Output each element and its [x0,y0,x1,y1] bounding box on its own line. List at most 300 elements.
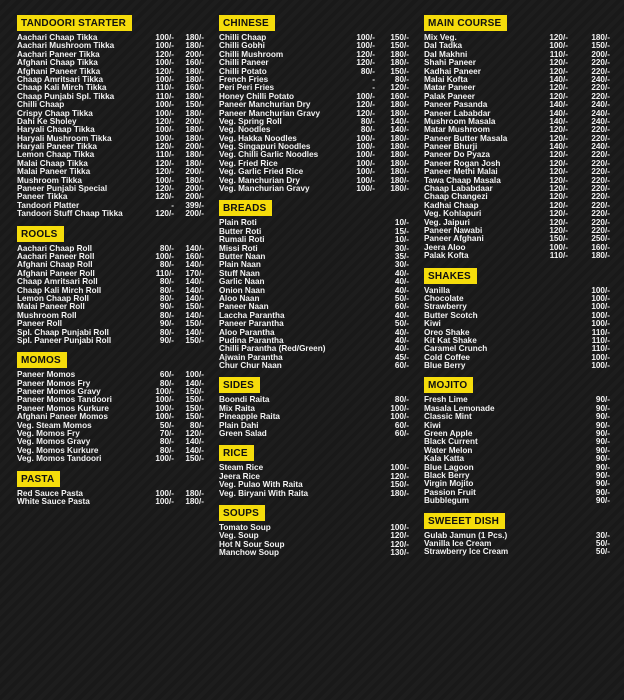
menu-item [219,135,409,143]
item-price-full: 90/- [595,395,610,405]
menu-item [424,151,610,159]
item-price-half: 100/- [155,496,174,506]
item-price-full: 180/- [390,167,409,177]
item-price-half: 80/- [360,125,375,135]
menu-item [424,422,610,430]
item-price-half: 100/- [549,41,568,51]
item-name: Spl. Chaap Punjabi Roll [17,328,109,337]
item-name: Paneer Momos Tandoori [17,396,112,405]
item-price-half [348,413,375,421]
item-price-full: 100/- [591,302,610,312]
item-name: Matar Mushroom [424,126,490,135]
item-price-full: 90/- [595,470,610,480]
menu-item [17,295,204,303]
item-price-full: 160/- [185,251,204,261]
item-price-full: 180/- [185,66,204,76]
item-price-half: 110/- [549,251,568,261]
item-name: Veg. Steam Momos [17,421,92,430]
menu-item [424,227,610,235]
item-price-half: 120/- [549,133,568,143]
section-heading: MOJITO [424,377,473,393]
menu-item [424,210,610,218]
item-price-half [348,270,375,278]
menu-section [17,13,204,219]
menu-item [219,422,409,430]
item-price-full: 200/- [591,49,610,59]
item-price-full: 180/- [185,125,204,135]
item-price-full: 110/- [591,344,610,354]
item-name: Paneer Pasanda [424,101,488,110]
item-price-full: 150/- [185,387,204,397]
item-price-half: 110/- [155,91,174,101]
menu-item [17,396,204,404]
item-price-half: 120/- [356,58,375,68]
menu-item [424,396,610,404]
item-name: Paneer Lababdar [424,109,491,118]
item-name: Paneer Bhurji [424,143,478,152]
item-price-half [544,287,568,295]
item-name: Crispy Chaap Tikka [17,109,93,118]
item-price-full: 60/- [394,420,409,430]
item-name: Aloo Parantha [219,328,275,337]
menu-item [219,168,409,176]
menu-item [219,261,409,269]
item-price-full: 60/- [394,361,409,371]
item-price-half [348,253,375,261]
item-name: Malai Paneer Roll [17,303,85,312]
item-name: Chilli Chaap [219,34,267,42]
menu-item [219,524,409,532]
item-price-full: 240/- [591,142,610,152]
menu-item [219,354,409,362]
item-name: Jeera Aloo [424,243,466,252]
item-name: Mix Veg. [424,34,457,42]
item-price-full: 40/- [394,310,409,320]
item-price-full: 220/- [591,133,610,143]
menu-item [219,59,409,67]
item-name: Veg. Chilli Garlic Noodles [219,151,319,160]
menu-item [424,244,610,252]
item-price-half: 100/- [356,150,375,160]
item-price-full: 140/- [185,378,204,388]
item-name: Red Sauce Pasta [17,489,83,498]
item-price-half [544,464,568,472]
item-price-full: 200/- [185,142,204,152]
item-name: Paneer Momos Gravy [17,388,101,397]
item-price-full: 120/- [390,471,409,481]
section-heading: TANDOORI STARTER [17,15,132,31]
item-price-full: 240/- [591,108,610,118]
menu-item [219,34,409,42]
item-price-full: 140/- [185,445,204,455]
menu-item [219,405,409,413]
menu-item [424,185,610,193]
item-name: Jeera Rice [219,472,260,481]
menu-item [17,438,204,446]
item-price-full: 40/- [394,268,409,278]
menu-item [219,303,409,311]
item-price-half [348,541,375,549]
item-price-full: 100/- [185,370,204,380]
item-price-full: 180/- [185,175,204,185]
item-price-half [348,228,375,236]
menu-item [219,430,409,438]
item-name: Fresh Lime [424,396,468,405]
item-name: Butter Roti [219,227,262,236]
item-price-full: 180/- [390,58,409,68]
item-name: Paneer Momos [17,371,76,380]
item-price-full: 180/- [185,91,204,101]
item-price-half: 120/- [549,192,568,202]
item-name: Chaap Changezi [424,193,488,202]
menu-item [17,151,204,159]
item-price-half [544,548,568,556]
item-name: Chilli Chaap [17,101,65,110]
item-price-full: 40/- [394,344,409,354]
item-name: Chilli Potato [219,67,267,76]
item-name: Veg. Manchurian Gravy [219,185,310,194]
menu-item [424,193,610,201]
menu-section [17,224,204,346]
item-price-half: 100/- [356,33,375,42]
menu-item [17,160,204,168]
item-price-full: 180/- [185,133,204,143]
item-price-half [348,278,375,286]
item-price-full: 220/- [591,91,610,101]
menu-item [424,447,610,455]
menu-item [424,540,610,548]
section-heading: RICE [219,445,254,461]
item-price-full: 240/- [591,100,610,110]
item-name: Veg. Jaipuri [424,218,470,227]
menu-item [219,245,409,253]
item-price-half [348,473,375,481]
item-price-half: 90/- [159,302,174,312]
item-price-full: 140/- [185,277,204,287]
item-name: Paneer Methi Malai [424,168,498,177]
item-name: Palak Paneer [424,92,475,101]
item-name: Chilli Paneer [219,59,269,68]
item-price-full: 140/- [185,327,204,337]
item-name: Paneer Do Pyaza [424,151,490,160]
item-name: Plain Roti [219,219,257,228]
item-price-half: 110/- [155,268,174,278]
item-price-half [348,320,375,328]
menu-item [219,413,409,421]
item-name: Paneer Parantha [219,320,284,329]
item-price-half [544,405,568,413]
item-name: Veg. Hakka Noodles [219,134,297,143]
item-price-half: 120/- [549,175,568,185]
menu-item [424,413,610,421]
item-name: Afghani Chaap Roll [17,261,93,270]
item-name: Manchow Soup [219,549,280,558]
menu-item [17,68,204,76]
item-name: Veg. Momos Tandoori [17,455,102,464]
item-name: Chilli Mushroom [219,50,284,59]
menu-column-1 [17,13,204,511]
item-price-half: 100/- [155,58,174,68]
item-price-full: 50/- [595,538,610,548]
menu-item [219,93,409,101]
item-name: Caramel Crunch [424,345,488,354]
item-price-full: 150/- [185,395,204,405]
item-price-full: 140/- [390,116,409,126]
item-name: Chaap Kali Mirch Roll [17,286,102,295]
item-price-full: 200/- [185,192,204,202]
item-name: Afghani Paneer Tikka [17,67,101,76]
item-price-full: 100/- [390,463,409,473]
item-price-half: 120/- [549,209,568,219]
menu-item [17,110,204,118]
menu-section [17,469,204,507]
item-price-half [544,497,568,505]
item-price-half: 100/- [155,33,174,42]
item-price-full: 150/- [390,41,409,51]
item-name: Blue Lagoon [424,463,474,472]
item-price-full: 180/- [185,74,204,84]
menu-item [219,110,409,118]
menu-item [17,270,204,278]
item-name: Pineapple Raita [219,413,280,422]
item-name: Tawa Chaap Masala [424,176,501,185]
item-price-half: 120/- [549,150,568,160]
item-price-full: 200/- [185,184,204,194]
item-name: Vanilla [424,286,450,295]
item-price-full: 180/- [390,108,409,118]
item-name: Veg. Biryani With Raita [219,489,309,498]
item-price-half [544,489,568,497]
item-name: Chaap Amritsari Tikka [17,75,104,84]
item-name: Veg. Kohlapuri [424,210,482,219]
item-name: Veg. Momos Fry [17,430,80,439]
item-price-full: 100/- [390,522,409,532]
item-price-full: 40/- [394,327,409,337]
item-price-half: 100/- [155,395,174,405]
item-price-half: 120/- [155,167,174,177]
item-price-half [544,413,568,421]
menu-item [17,253,204,261]
item-price-half: 90/- [159,319,174,329]
item-price-half: 120/- [155,116,174,126]
menu-item [17,430,204,438]
item-price-half: 120/- [549,167,568,177]
item-name: Oreo Shake [424,328,470,337]
item-price-full: 50/- [394,319,409,329]
item-name: Steam Rice [219,464,264,473]
item-name: Water Melon [424,446,473,455]
item-price-half: 80/- [159,378,174,388]
item-price-full: 10/- [394,235,409,245]
menu-item [219,532,409,540]
item-price-half [348,464,375,472]
item-price-half: 120/- [155,66,174,76]
item-name: Green Apple [424,430,473,439]
item-name: Paneer Momos Fry [17,379,91,388]
menu-item [424,320,610,328]
item-price-full: 150/- [185,319,204,329]
item-price-full: 120/- [390,531,409,541]
item-price-full: 200/- [185,209,204,219]
item-price-full: 220/- [591,225,610,235]
item-name: Kadhai Chaap [424,201,479,210]
item-name: Kit Kat Shake [424,336,477,345]
menu-item [424,337,610,345]
menu-item [17,210,204,218]
item-price-full: 80/- [394,74,409,84]
item-price-half [544,320,568,328]
item-price-full: 50/- [394,293,409,303]
menu-item [424,126,610,134]
menu-item [424,59,610,67]
item-name: Lemon Chaap Roll [17,294,89,303]
item-name: Chilli Parantha (Red/Green) [219,345,326,354]
item-name: Virgin Mojito [424,480,474,489]
item-name: Mushroom Masala [424,117,496,126]
menu-item [17,59,204,67]
item-price-full: 90/- [595,445,610,455]
item-price-full: 180/- [185,150,204,160]
item-name: Spl. Paneer Punjabi Roll [17,336,112,345]
item-price-half [348,219,375,227]
menu-item [17,388,204,396]
menu-item [424,489,610,497]
item-price-half: 120/- [549,33,568,42]
item-price-full: 150/- [390,33,409,42]
item-price-full: 30/- [394,243,409,253]
menu-item [17,337,204,345]
item-name: Afghani Paneer Roll [17,269,95,278]
item-name: Paneer Nawabi [424,226,483,235]
menu-item [17,312,204,320]
item-price-half: 120/- [155,49,174,59]
item-name: Dahi Ke Sholey [17,117,77,126]
item-name: White Sauce Pasta [17,497,90,506]
item-price-full: 180/- [390,100,409,110]
item-price-full: 100/- [390,412,409,422]
menu-item [424,455,610,463]
item-price-full: 240/- [591,116,610,126]
item-price-half [348,303,375,311]
item-name: Onion Naan [219,286,265,295]
item-price-half: 120/- [549,58,568,68]
item-price-half: 120/- [155,158,174,168]
menu-item [219,329,409,337]
item-price-full: 130/- [390,548,409,558]
item-price-full: 100/- [390,403,409,413]
item-name: Aachari Paneer Roll [17,252,95,261]
item-price-half: 80/- [159,285,174,295]
item-name: Paneer Manchurian Gravy [219,109,321,118]
menu-item [17,143,204,151]
menu-column-3 [424,13,610,562]
item-price-half [544,329,568,337]
menu-item [17,126,204,134]
item-price-full: 80/- [394,395,409,405]
item-name: Veg. Pulao With Raita [219,481,303,490]
item-name: Plain Dahi [219,421,259,430]
item-price-half [348,245,375,253]
menu-item [17,303,204,311]
item-price-half [348,549,375,557]
item-name: Chaap Amritsari Roll [17,278,98,287]
menu-item [219,101,409,109]
menu-section [424,375,610,505]
menu-item [424,497,610,505]
item-price-half [544,354,568,362]
item-name: Stuff Naan [219,269,260,278]
item-name: Black Berry [424,471,470,480]
item-name: Chaap Lababdaar [424,185,493,194]
item-price-full: 120/- [390,539,409,549]
item-price-half: 120/- [155,142,174,152]
menu-item [424,295,610,303]
item-price-full: 220/- [591,58,610,68]
item-price-full: 90/- [595,437,610,447]
menu-item [219,464,409,472]
item-price-half: 100/- [356,167,375,177]
menu-item [17,34,204,42]
menu-item [219,228,409,236]
item-name: Strawberry [424,303,467,312]
menu-item [424,84,610,92]
item-price-full: 220/- [591,184,610,194]
item-price-half [348,396,375,404]
item-price-full: 40/- [394,285,409,295]
menu-section [219,198,409,370]
menu-item [219,177,409,185]
item-price-full: 100/- [591,285,610,295]
item-price-half: 100/- [155,251,174,261]
menu-item [17,278,204,286]
item-price-half: 80/- [159,327,174,337]
item-name: Veg. Fried Rice [219,159,278,168]
item-price-full: 150/- [185,335,204,345]
menu-item [17,42,204,50]
item-price-full: 90/- [595,496,610,506]
menu-section [219,13,409,193]
item-price-half: 80/- [159,445,174,455]
item-price-half: 90/- [159,335,174,345]
item-name: Aachari Chaap Roll [17,244,93,253]
item-name: Plain Naan [219,261,261,270]
item-price-full: 150/- [591,41,610,51]
item-price-half [348,354,375,362]
item-price-half [544,295,568,303]
section-heading: MOMOS [17,352,67,368]
item-price-half [544,312,568,320]
menu-item [219,473,409,481]
item-price-full: 140/- [185,437,204,447]
item-price-half: 100/- [155,41,174,51]
menu-item [17,498,204,506]
item-price-full: 220/- [591,217,610,227]
item-price-full: 40/- [394,277,409,287]
item-name: Paneer Roll [17,320,63,329]
item-name: Laccha Parantha [219,311,285,320]
item-price-full: 160/- [591,242,610,252]
menu-section [424,13,610,261]
item-price-half: 100/- [155,454,174,464]
item-price-half [348,337,375,345]
menu-item [424,168,610,176]
item-price-half: 120/- [356,49,375,59]
menu-item [424,438,610,446]
menu-item [424,110,610,118]
item-price-full: 180/- [390,150,409,160]
item-price-full: 45/- [394,352,409,362]
item-price-full: 180/- [185,488,204,498]
